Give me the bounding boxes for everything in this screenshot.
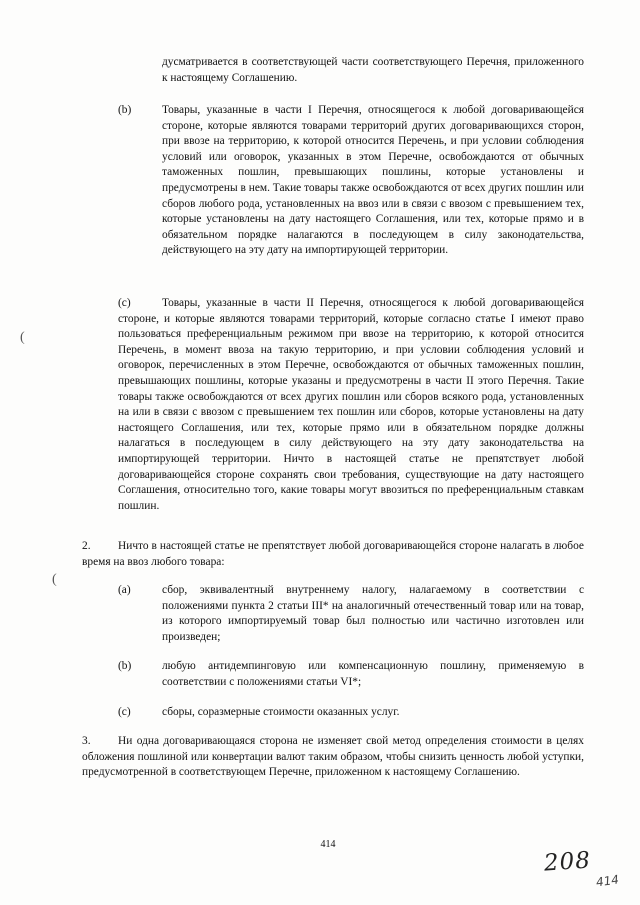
item-c-label: (с) xyxy=(118,297,131,309)
item-b-label: (b) xyxy=(118,104,132,116)
para-2-number: 2. xyxy=(82,540,91,552)
page-number: 414 xyxy=(320,839,336,850)
sub-a-label: (a) xyxy=(118,584,131,596)
top-paragraph: дусматривается в соответствующей части соответствующего Перечня, приложенного к настоящему Соглашению. xyxy=(162,56,584,84)
para-2-text: Ничто в настоящей статье не препятствует любой договаривающейся стороне налагать в любое время на ввоз любого товара: xyxy=(82,540,584,568)
sub-a-text: сбор, эквивалентный внутреннему налогу, налагаемому в соответствии с положениями пункта 2 статьи III* на аналогичный отечественный товар или на товар, из которого импортируемый товар был полностью или частично изготовлен или произведен; xyxy=(162,584,584,643)
sub-b-text: любую антидемпинговую или компенсационную пошлину, применяемую в соответствии с положениями статьи VI*; xyxy=(162,660,584,688)
margin-mark: ( xyxy=(20,330,25,345)
sub-c-label: (с) xyxy=(118,706,131,718)
handwritten-small-number: 414 xyxy=(595,872,620,890)
sub-c-text: сборы, соразмерные стоимости оказанных услуг. xyxy=(162,706,400,718)
sub-b-label: (b) xyxy=(118,660,132,672)
para-3-number: 3. xyxy=(82,735,91,747)
handwritten-number: 208 xyxy=(543,847,592,877)
margin-mark: ( xyxy=(52,572,57,587)
item-c-text: Товары, указанные в части II Перечня, относящегося к любой договаривающейся стороне, и которые являются товарами территорий, которые согласно статье I имеют право пользоваться преференциальным режимом при ввозе на территорию, к которой относится Перечень, в момент ввоза на такую территорию, и при условии соблюдения условий и оговорок, перечисленных в этом Перечне, освобождаются от обычных таможенных пошлин, превышающих пошлины, которые указаны и предусмотрены в части II этого Перечня. Такие товары также освобождаются от всех других пошлин или сборов всякого рода, установленных на или в связи с ввозом с превышением тех пошлин или сборов, которые установлены на дату настоящего Соглашения, или тех, которые прямо или в обязательном порядке должны налагаться в последующем в силу действующего на эту дату законодательства на импортирующей территории. Ничто в настоящей статье не препятствует любой договаривающейся стороне сохранять свои требования, существующие на дату настоящего Соглашения, относительно того, какие товары могут ввозиться по преференциальным ставкам пошлин. xyxy=(118,297,584,512)
item-b-text: Товары, указанные в части I Перечня, относящегося к любой договаривающейся стороне, которые являются товарами территорий других договаривающихся сторон, при ввозе на территорию, к которой относится Перечень, и при условии соблюдения условий или оговорок, указанных в этом Перечне, освобождаются от обычных таможенных пошлин, превышающих пошлины, которые установлены и предусмотрены в нем. Такие товары также освобождаются от всех других пошлин или сборов любого рода, установленных на ввоз или в связи с ввозом с превышением тех, которые установлены на дату настоящего Соглашения, или тех, которые прямо и в обязательном порядке налагаются в последующем в силу законодательства, действующего на эту дату на импортирующей территории. xyxy=(162,104,584,257)
para-3-text: Ни одна договаривающаяся сторона не изменяет свой метод определения стоимости в целях обложения пошлиной или конвертации валют таким образом, чтобы снизить ценность любой уступки, предусмотренной в соответствующем Перечне, приложенном к настоящему Соглашению. xyxy=(82,735,584,779)
